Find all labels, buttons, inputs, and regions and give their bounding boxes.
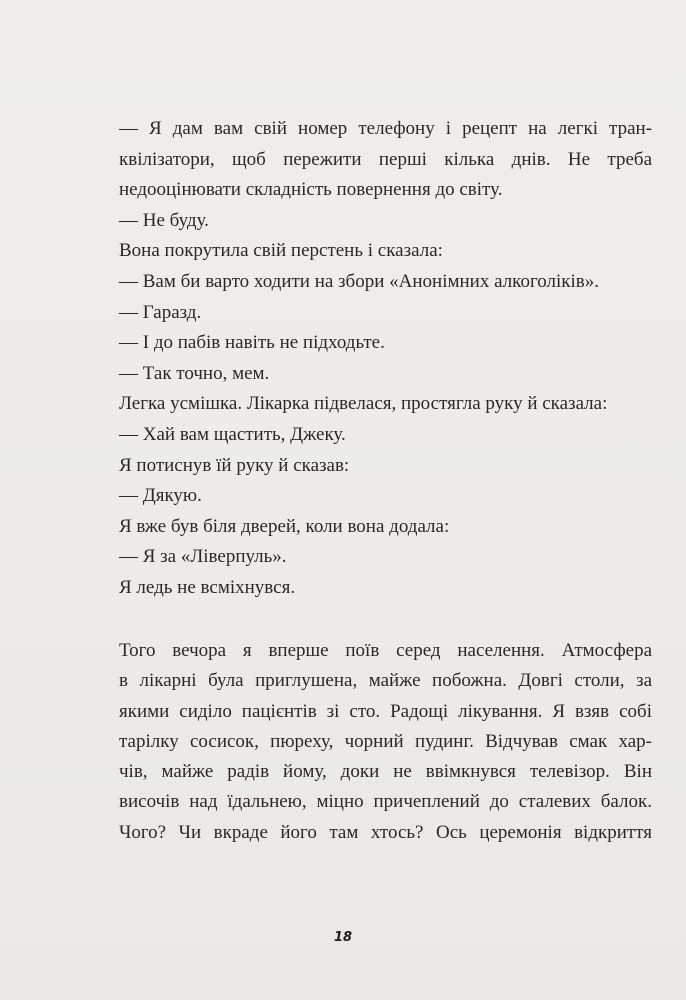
text-line: Я вже був біля дверей, коли вона додала: bbox=[119, 515, 450, 537]
text-line: — Дякую. bbox=[119, 485, 202, 507]
text-line: чів, майже радів йому, доки не ввімкнувся телевізор. Він bbox=[119, 761, 652, 783]
text-line: височів над їдальнею, міцно причеплений до сталевих балок. bbox=[119, 791, 652, 813]
text-line: в лікарні була приглушена, майже побожна. Довгі столи, за bbox=[119, 670, 652, 692]
text-line: Чого? Чи вкраде його там хтось? Ось церемонія відкриття bbox=[119, 821, 652, 843]
text-line: — Я дам вам свій номер телефону і рецепт на легкі тран- bbox=[119, 118, 652, 139]
text-line: — Вам би варто ходити на збори «Анонімних алкоголіків». bbox=[119, 270, 600, 292]
text-line: квілізатори, щоб пережити перші кілька днів. Не треба bbox=[119, 148, 652, 170]
text-line: — І до пабів навіть не підходьте. bbox=[119, 332, 385, 354]
text-line: Я потиснув їй руку й сказав: bbox=[119, 454, 350, 476]
text-line: тарілку сосисок, пюреху, чорний пудинг. Відчував смак хар- bbox=[119, 730, 652, 752]
text-line: — Не буду. bbox=[119, 209, 209, 231]
text-line: недооцінювати складність повернення до світу. bbox=[119, 179, 503, 201]
text-line: якими сиділо пацієнтів зі сто. Радощі лікування. Я взяв собі bbox=[119, 700, 652, 722]
text-line: Вона покрутила свій перстень і сказала: bbox=[119, 240, 443, 262]
narrative-paragraph bbox=[119, 636, 652, 848]
text-line: Того вечора я вперше поїв серед населення. Атмосфера bbox=[119, 640, 652, 661]
dialogue-section bbox=[119, 114, 652, 604]
text-line: Я ледь не всміхнувся. bbox=[119, 576, 296, 598]
page-number: 18 bbox=[333, 930, 353, 945]
text-line: — Так точно, мем. bbox=[119, 362, 270, 384]
text-line: — Гаразд. bbox=[119, 301, 202, 323]
text-line: — Я за «Ліверпуль». bbox=[119, 546, 287, 568]
text-line: Легка усмішка. Лікарка підвелася, простягла руку й сказала: bbox=[119, 393, 608, 415]
text-line: — Хай вам щастить, Джеку. bbox=[119, 423, 346, 445]
